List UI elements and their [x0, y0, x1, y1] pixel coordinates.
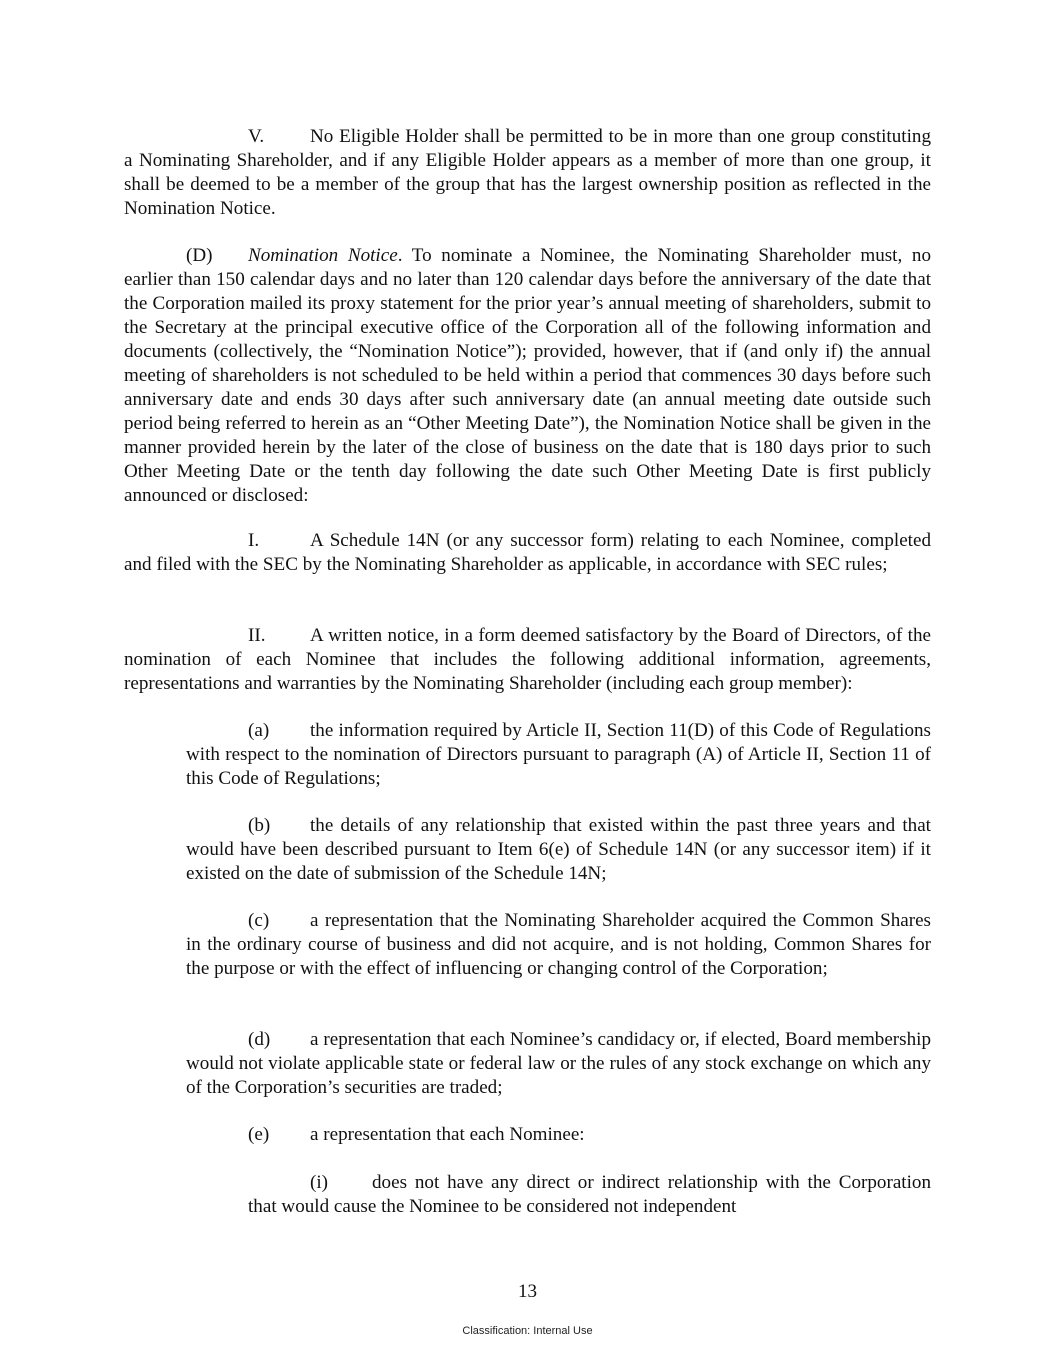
paragraph-b — [186, 814, 931, 886]
paragraph-a-text: the information required by Article II, Section 11(D) of this Code of Regulations with respect to the nomination of Directors pursuant to paragraph (A) of Article II, Section 11 of this Code of Regulations; — [186, 720, 931, 789]
paragraph-c-marker: (c) — [248, 910, 270, 931]
paragraph-v — [124, 125, 931, 221]
paragraph-b-text: the details of any relationship that existed within the past three years and that would have been described pursuant to Item 6(e) of Schedule 14N (or any successor item) if it existed on the date of submission of the Schedule 14N; — [186, 815, 931, 884]
paragraph-d-lower-text: a representation that each Nominee’s candidacy or, if elected, Board membership would not violate applicable state or federal law or the rules of any stock exchange on which any of the Corporation’s securities are traded; — [186, 1029, 931, 1098]
paragraph-d-marker: (D) — [186, 245, 213, 266]
paragraph-b-marker: (b) — [248, 815, 271, 836]
page-number: 13 — [517, 1281, 538, 1302]
paragraph-ii — [124, 624, 931, 696]
paragraph-roman-i — [248, 1171, 931, 1219]
paragraph-d-lower — [186, 1028, 931, 1100]
paragraph-d — [124, 244, 931, 508]
paragraph-e — [186, 1123, 931, 1147]
paragraph-roman-i-text: does not have any direct or indirect relationship with the Corporation that would cause the Nominee to be considered not independent — [248, 1172, 931, 1217]
paragraph-c-text: a representation that the Nominating Shareholder acquired the Common Shares in the ordinary course of business and did not acquire, and is not holding, Common Shares for the purpose or with the effect of influencing or changing control of the Corporation; — [186, 910, 931, 979]
paragraph-c — [186, 909, 931, 981]
paragraph-ii-marker: II. — [248, 625, 266, 646]
paragraph-ii-text: A written notice, in a form deemed satisfactory by the Board of Directors, of the nomination of each Nominee that includes the following additional information, agreements, representations and warranties by the Nominating Shareholder (including each group member): — [124, 625, 931, 694]
paragraph-v-marker: V. — [248, 126, 265, 147]
paragraph-i-text: A Schedule 14N (or any successor form) relating to each Nominee, completed and filed with the SEC by the Nominating Shareholder as applicable, in accordance with SEC rules; — [124, 530, 931, 575]
paragraph-i — [124, 529, 931, 577]
paragraph-e-text: a representation that each Nominee: — [310, 1124, 585, 1145]
classification-footer: Classification: Internal Use — [462, 1325, 593, 1337]
paragraph-v-text: No Eligible Holder shall be permitted to be in more than one group constituting a Nominating Shareholder, and if any Eligible Holder appears as a member of more than one group, it shall be deemed to be a member of the group that has the largest ownership position as reflected in the Nomination Notice. — [124, 126, 931, 219]
paragraph-d-lower-marker: (d) — [248, 1029, 271, 1050]
paragraph-d-text: . To nominate a Nominee, the Nominating Shareholder must, no earlier than 150 calendar days and no later than 120 calendar days before the anniversary of the date that the Corporation mailed its proxy statement for the prior year’s annual meeting of shareholders, submit to the Secretary at the principal executive office of the Corporation all of the following information and documents (collectively, the “Nomination Notice”); provided, however, that if (and only if) the annual meeting of shareholders is not scheduled to be held within a period that commences 30 days before such anniversary date and ends 30 days after such anniversary date (an annual meeting date outside such period being referred to herein as an “Other Meeting Date”), the Nomination Notice shall be given in the manner provided herein by the later of the close of business on the date that is 180 days prior to such Other Meeting Date or the tenth day following the date such Other Meeting Date is first publicly announced or disclosed: — [124, 245, 931, 506]
paragraph-a — [186, 719, 931, 791]
paragraph-i-marker: I. — [248, 530, 260, 551]
paragraph-roman-i-marker: (i) — [310, 1172, 329, 1193]
paragraph-d-caption: Nomination Notice — [248, 245, 398, 266]
paragraph-e-marker: (e) — [248, 1124, 270, 1145]
paragraph-a-marker: (a) — [248, 720, 270, 741]
